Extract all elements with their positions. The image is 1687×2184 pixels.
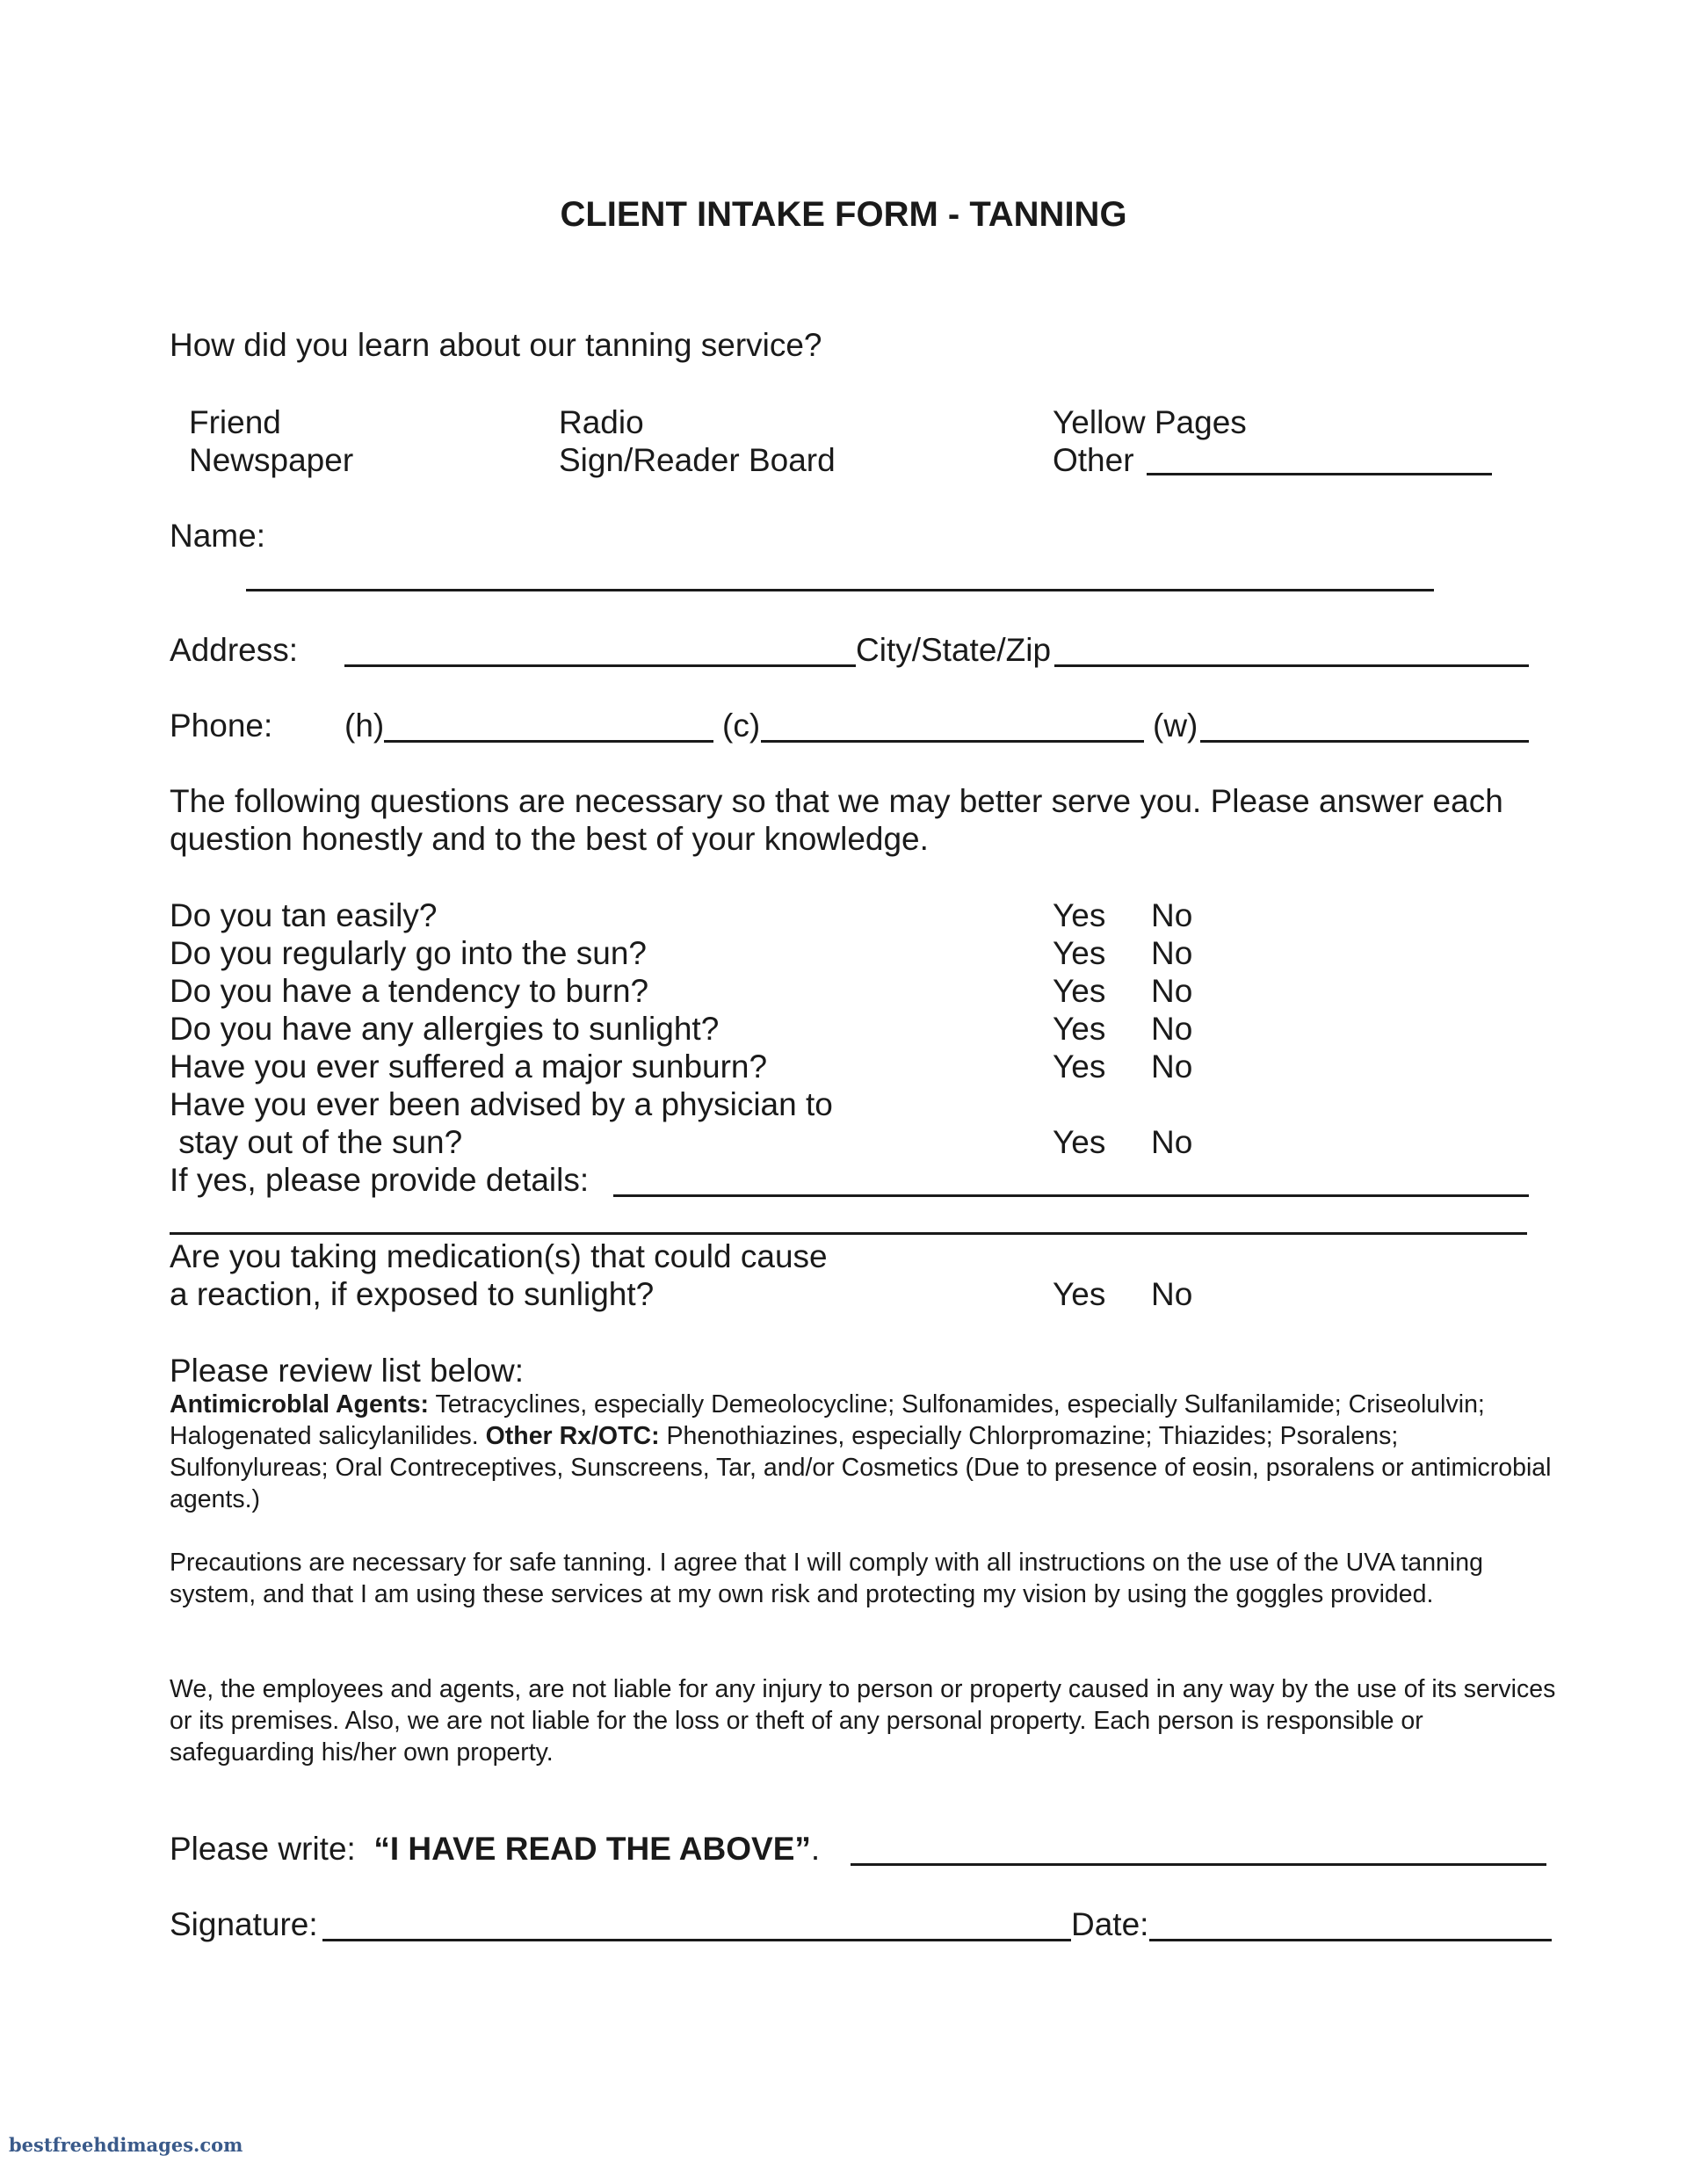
question-tendency-to-burn: Do you have a tendency to burn?	[170, 973, 649, 1009]
address-input-line[interactable]	[344, 664, 856, 667]
name-label: Name:	[170, 518, 265, 554]
date-input-line[interactable]	[1149, 1939, 1552, 1941]
yes-option[interactable]: Yes	[1053, 1124, 1106, 1160]
name-input-line[interactable]	[246, 589, 1434, 591]
question-sunlight-allergies: Do you have any allergies to sunlight?	[170, 1011, 720, 1047]
no-option[interactable]: No	[1151, 935, 1193, 971]
question-medication-line-2: a reaction, if exposed to sunlight?	[170, 1276, 655, 1312]
question-physician-line-2: stay out of the sun?	[170, 1124, 463, 1160]
details-input-line[interactable]	[613, 1194, 1529, 1197]
phone-work-label: (w)	[1153, 707, 1198, 744]
phone-home-input-line[interactable]	[384, 740, 713, 743]
option-other[interactable]: Other	[1053, 442, 1134, 478]
yes-option[interactable]: Yes	[1053, 1011, 1106, 1047]
no-option[interactable]: No	[1151, 973, 1193, 1009]
intro-line-2: question honestly and to the best of your knowledge.	[170, 821, 929, 857]
review-heading: Please review list below:	[170, 1353, 525, 1389]
date-label: Date:	[1071, 1906, 1149, 1942]
question-major-sunburn: Have you ever suffered a major sunburn?	[170, 1048, 768, 1085]
signature-label: Signature:	[170, 1906, 318, 1942]
other-input-line[interactable]	[1147, 473, 1492, 475]
details-input-line-2[interactable]	[170, 1232, 1527, 1235]
liability-paragraph: We, the employees and agents, are not liable for any injury to person or property caused in any way by the use of its services or its premises. Also, we are not liable for the loss or theft of any personal property. Each person is responsible or safeguarding his/her own property.	[170, 1675, 1556, 1767]
phone-cell-input-line[interactable]	[761, 740, 1144, 743]
precautions-paragraph: Precautions are necessary for safe tanning. I agree that I will comply with all instructions on the use of the UVA tanning system, and that I am using these services at my own risk and protecting my vision by using the goggles provided.	[170, 1549, 1483, 1608]
phone-work-input-line[interactable]	[1200, 740, 1529, 743]
yes-option[interactable]: Yes	[1053, 973, 1106, 1009]
question-tan-easily: Do you tan easily?	[170, 897, 438, 933]
option-yellow-pages[interactable]: Yellow Pages	[1053, 404, 1247, 440]
no-option[interactable]: No	[1151, 897, 1193, 933]
no-option[interactable]: No	[1151, 1011, 1193, 1047]
yes-option[interactable]: Yes	[1053, 1276, 1106, 1312]
option-radio[interactable]: Radio	[559, 404, 644, 440]
yes-option[interactable]: Yes	[1053, 897, 1106, 933]
review-list	[170, 1389, 1558, 1515]
address-label: Address:	[170, 632, 299, 668]
referral-question: How did you learn about our tanning service?	[170, 327, 822, 363]
page-title: CLIENT INTAKE FORM - TANNING	[560, 195, 1127, 234]
question-physician-line-1: Have you ever been advised by a physician to	[170, 1086, 833, 1122]
no-option[interactable]: No	[1151, 1124, 1193, 1160]
watermark-text: bestfreehdimages.com	[9, 2134, 243, 2156]
other-rx-label: Other Rx/OTC:	[485, 1422, 660, 1450]
antimicrobial-text: Tetracyclines, especially Demeolocycline; Sulfonamides, especially Sulfanilamide; Criseolulvin; Halogenated salicylanilides.	[170, 1390, 1485, 1450]
acknowledge-phrase: “I HAVE READ THE ABOVE”	[373, 1831, 811, 1867]
yes-option[interactable]: Yes	[1053, 1048, 1106, 1085]
city-state-zip-input-line[interactable]	[1054, 664, 1529, 667]
phone-label: Phone:	[170, 707, 273, 744]
phone-cell-label: (c)	[722, 707, 761, 744]
acknowledge-input-line[interactable]	[851, 1863, 1546, 1866]
question-medication-line-1: Are you taking medication(s) that could cause	[170, 1238, 828, 1274]
acknowledge-prefix: Please write:	[170, 1831, 374, 1867]
phone-home-label: (h)	[344, 707, 385, 744]
option-friend[interactable]: Friend	[189, 404, 281, 440]
other-rx-text: Phenothiazines, especially Chlorpromazine; Thiazides; Psoralens; Sulfonylureas; Oral Contreceptives, Sunscreens, Tar, and/or Cosmetics (Due to presence of eosin, psoralens or antimicrobial agents.)	[170, 1422, 1552, 1513]
city-state-zip-label: City/State/Zip	[856, 632, 1052, 668]
acknowledge-statement	[170, 1830, 820, 1868]
option-newspaper[interactable]: Newspaper	[189, 442, 354, 478]
yes-option[interactable]: Yes	[1053, 935, 1106, 971]
signature-input-line[interactable]	[322, 1939, 1071, 1941]
acknowledge-suffix: .	[810, 1831, 821, 1867]
antimicrobial-label: Antimicroblal Agents:	[170, 1390, 430, 1419]
details-label: If yes, please provide details:	[170, 1162, 590, 1198]
intro-line-1: The following questions are necessary so that we may better serve you. Please answer each	[170, 783, 1503, 819]
no-option[interactable]: No	[1151, 1276, 1193, 1312]
question-go-into-sun: Do you regularly go into the sun?	[170, 935, 648, 971]
option-sign-reader-board[interactable]: Sign/Reader Board	[559, 442, 836, 478]
no-option[interactable]: No	[1151, 1048, 1193, 1085]
